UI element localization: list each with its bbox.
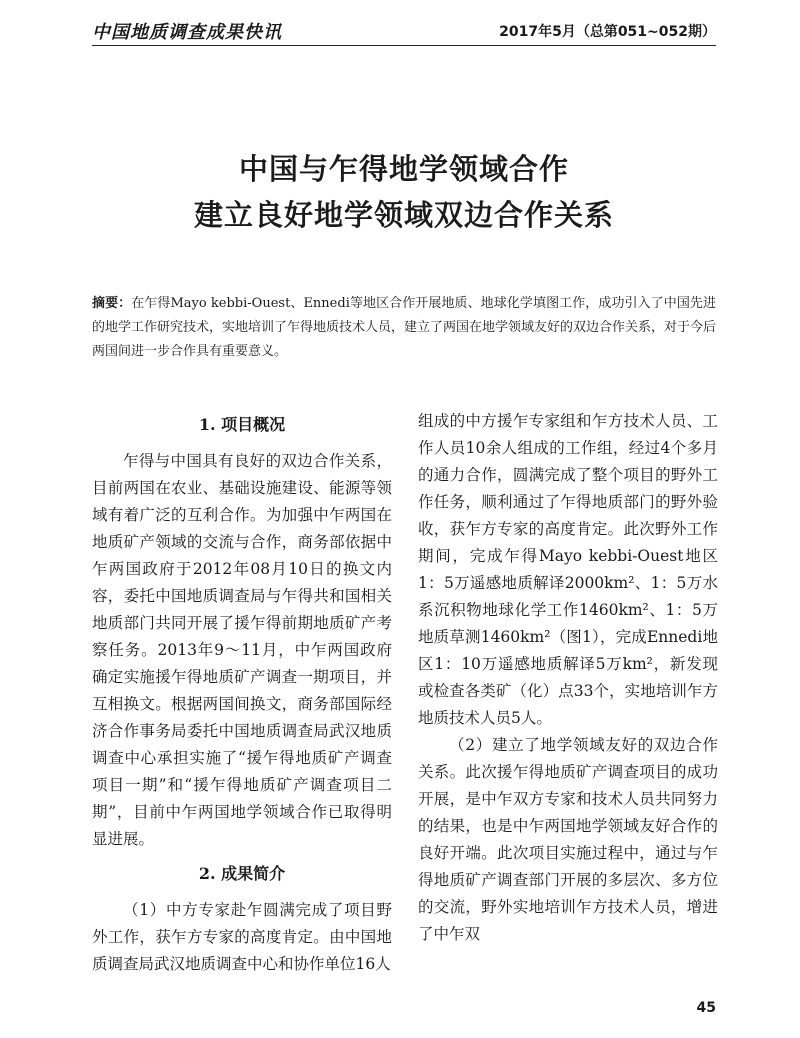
section-heading-2: 2. 成果简介	[198, 864, 286, 883]
section-1-paragraph: 乍得与中国具有良好的双边合作关系，目前两国在农业、基础设施建设、能源等领域有着广泛的互利合作。为加强中乍两国在地质矿产领域的交流与合作，商务部依据中乍两国政府于2012年08月10日的换文内容，委托中国地质调查局与乍得共和国相关地质部门共同开展了援乍得前期地质矿产考察任务。2013年9～11月，中乍两国政府确定实施援乍得地质矿产调查一期项目，并互相换文。根据两国间换文，商务部国际经济合作事务局委托中国地质调查局武汉地质调查中心承担实施了“援乍得地质矿产调查项目一期”和“援乍得地质矿产调查项目二期”，目前中乍两国地学领域合作已取得明显进展。	[92, 452, 392, 848]
abstract-label: 摘要：	[92, 296, 132, 311]
journal-name: 中国地质调查成果快讯	[92, 22, 282, 43]
running-header	[92, 16, 716, 44]
column-right	[418, 408, 718, 948]
title-line-1: 中国与乍得地学领域合作	[238, 152, 569, 186]
section-heading-1: 1. 项目概况	[198, 415, 286, 434]
column-left	[92, 404, 392, 978]
article-title	[92, 146, 716, 238]
section-2-paragraph-2: （2）建立了地学领域友好的双边合作关系。此次援乍得地质矿产调查项目的成功开展，是中乍双方专家和技术人员共同努力的结果，也是中乍两国地学领域友好合作的良好开端。此次项目实施过程中，通过与乍得地质矿产调查部门开展的多层次、多方位的交流，野外实地培训乍方技术人员，增进了中乍双	[418, 736, 718, 943]
header-rule	[92, 45, 716, 46]
abstract	[92, 292, 716, 364]
section-2-paragraph-1: （1）中方专家赴乍圆满完成了项目野外工作，获乍方专家的高度肯定。由中国地质调查局武汉地质调查中心和协作单位16人	[92, 901, 392, 973]
issue-info: 2017年5月（总第051~052期）	[499, 24, 716, 40]
page-number: 45	[696, 1000, 716, 1016]
abstract-text: 在乍得Mayo kebbi-Ouest、Ennedi等地区合作开展地质、地球化学填图工作，成功引入了中国先进的地学工作研究技术，实地培训了乍得地质技术人员，建立了两国在地学领域友好的双边合作关系，对于今后两国间进一步合作具有重要意义。	[92, 296, 717, 359]
title-line-2: 建立良好地学领域双边合作关系	[193, 198, 614, 232]
section-2-paragraph-1-continued: 组成的中方援乍专家组和乍方技术人员、工作人员10余人组成的工作组，经过4个多月的通力合作，圆满完成了整个项目的野外工作任务，顺利通过了乍得地质部门的野外验收，获乍方专家的高度肯定。此次野外工作期间，完成乍得Mayo kebbi-Ouest地区1：5万遥感地质解译2000km²、1：5万水系沉积物地球化学工作1460km²、1：5万地质草测1460km²（图1），完成Ennedi地区1：10万遥感地质解译5万km²，新发现或检查各类矿（化）点33个，实地培训乍方地质技术人员5人。	[418, 412, 718, 727]
